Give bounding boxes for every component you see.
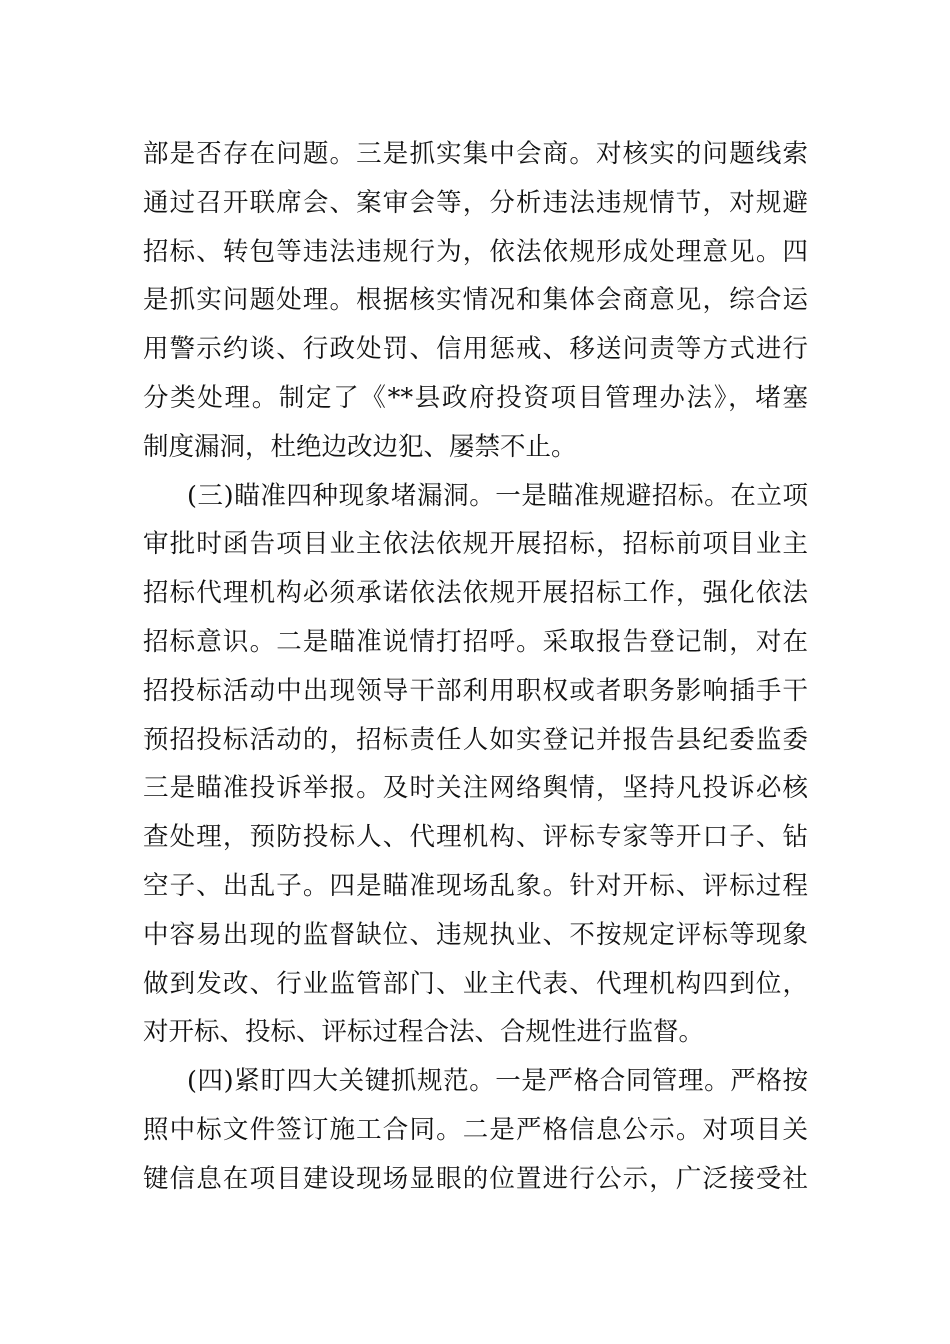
text-line-17: 中容易出现的监督缺位、违规执业、不按规定评标等现象 xyxy=(143,919,808,950)
text-line-4: 是抓实问题处理。根据核实情况和集体会商意见，综合运 xyxy=(143,285,808,316)
text-line-22: 键信息在项目建设现场显眼的位置进行公示，广泛接受社 xyxy=(143,1163,808,1194)
text-line-7: 制度漏洞，杜绝边改边犯、屡禁不止。 xyxy=(143,431,577,462)
text-line-19: 对开标、投标、评标过程合法、合规性进行监督。 xyxy=(143,1017,705,1048)
text-line-3: 招标、转包等违法违规行为，依法依规形成处理意见。四 xyxy=(143,236,808,267)
text-line-11: 招标意识。二是瞄准说情打招呼。采取报告登记制，对在 xyxy=(143,626,808,657)
text-line-15: 查处理，预防投标人、代理机构、评标专家等开口子、钻 xyxy=(143,822,808,853)
text-line-13: 预招投标活动的，招标责任人如实登记并报告县纪委监委 xyxy=(143,724,808,755)
text-line-9: 审批时函告项目业主依法依规开展招标，招标前项目业主 xyxy=(143,529,808,560)
section-three-heading-line: (三)瞄准四种现象堵漏洞。一是瞄准规避招标。在立项 xyxy=(187,480,808,511)
text-line-5: 用警示约谈、行政处罚、信用惩戒、移送问责等方式进行 xyxy=(143,334,808,365)
text-line-1: 部是否存在问题。三是抓实集中会商。对核实的问题线索 xyxy=(143,139,808,169)
text-line-10: 招标代理机构必须承诺依法依规开展招标工作，强化依法 xyxy=(143,578,808,609)
text-line-2: 通过召开联席会、案审会等，分析违法违规情节，对规避 xyxy=(143,187,808,218)
text-line-14: 三是瞄准投诉举报。及时关注网络舆情，坚持凡投诉必核 xyxy=(143,773,808,804)
text-line-16: 空子、出乱子。四是瞄准现场乱象。针对开标、评标过程 xyxy=(143,870,808,901)
text-line-12: 招投标活动中出现领导干部利用职权或者职务影响插手干 xyxy=(143,675,808,706)
text-line-18: 做到发改、行业监管部门、业主代表、代理机构四到位， xyxy=(143,968,808,999)
section-four-heading-line: (四)紧盯四大关键抓规范。一是严格合同管理。严格按 xyxy=(187,1066,808,1097)
body-text xyxy=(143,130,808,1204)
text-line-21: 照中标文件签订施工合同。二是严格信息公示。对项目关 xyxy=(143,1114,808,1145)
text-line-6: 分类处理。制定了《**县政府投资项目管理办法》，堵塞 xyxy=(143,382,808,413)
